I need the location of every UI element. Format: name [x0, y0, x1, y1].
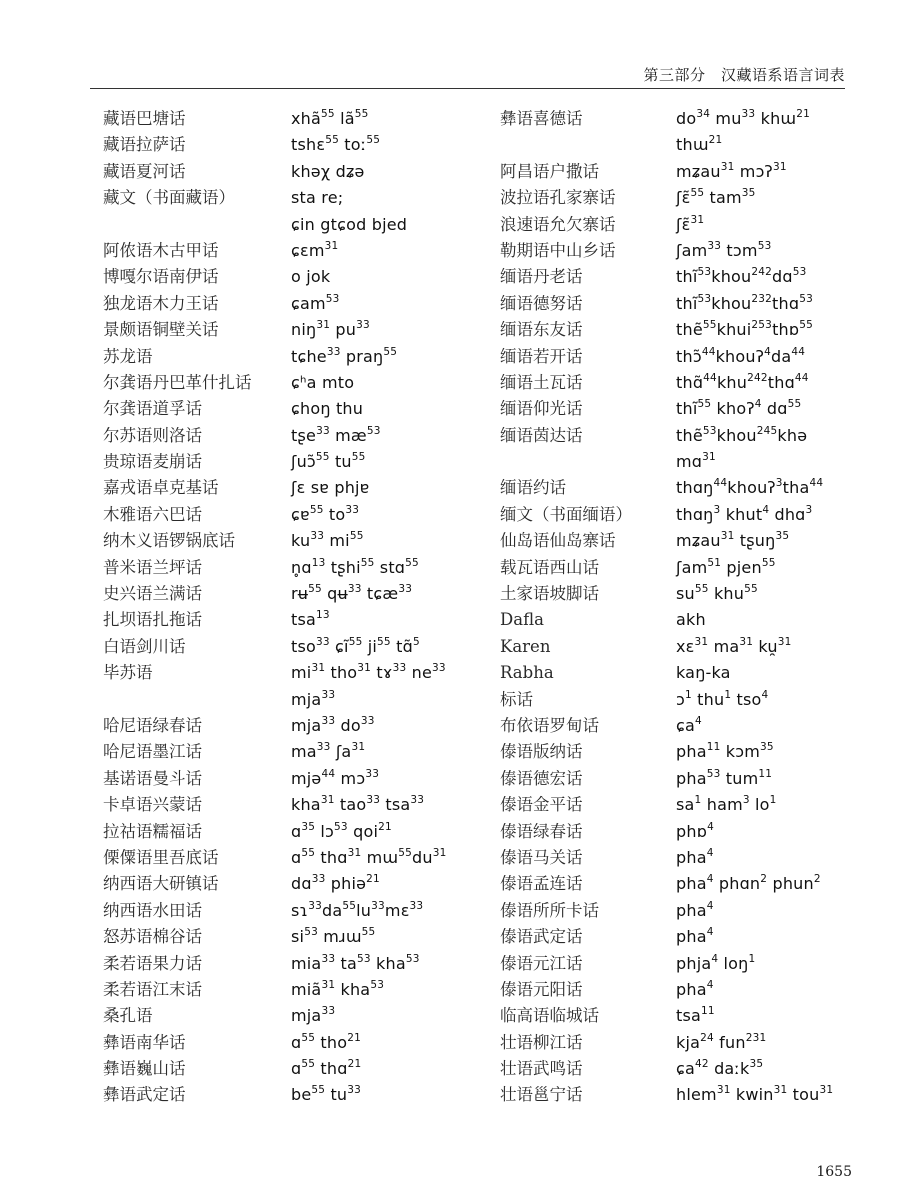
language-name: 博嘎尔语南伊话: [103, 267, 219, 287]
entry-row: [103, 687, 523, 713]
phonetic-form: thĩ$^{53}$khou$^{242}$dɑ$^{53}$: [676, 266, 807, 287]
entry-row: [103, 1082, 523, 1108]
language-name: 彝语武定话: [103, 1085, 186, 1105]
phonetic-form: mjə$^{44}$ mɔ$^{33}$: [291, 767, 380, 788]
language-name: 木雅语六巴话: [103, 504, 202, 524]
language-name: 缅语茵达话: [500, 425, 583, 445]
language-name: 傣语德宏话: [500, 768, 583, 788]
phonetic-form: kja$^{24}$ fun$^{231}$: [676, 1031, 767, 1052]
entry-row: [500, 687, 900, 713]
phonetic-form: $thɔ̃^{44}khouʔ^4da^{44}$: [676, 345, 806, 366]
phonetic-form: mja$^{33}$ $do^{33}$: [291, 714, 375, 735]
language-name: 壮语邕宁话: [500, 1085, 583, 1105]
entry-row: [500, 238, 900, 264]
language-name: 土家语坡脚话: [500, 584, 599, 604]
phonetic-form: $sɿ^{33}da^{55}lu^{33}mɛ^{33}$: [291, 899, 424, 920]
language-name: 波拉语孔家寨话: [500, 188, 616, 208]
phonetic-form: pha$^{53}$ tum$^{11}$: [676, 767, 773, 788]
entry-row: [500, 555, 900, 581]
language-name: 傣语元阳话: [500, 979, 583, 999]
language-name: 临高语临城话: [500, 1006, 599, 1026]
entry-row: [500, 159, 900, 185]
phonetic-form: ʃam$^{51}$ pjen$^{55}$: [676, 556, 776, 577]
phonetic-form: tso$^{33}$ ɕĩ$^{55}$ $ji^{55}$ tɑ̃$^5$: [291, 635, 420, 656]
entry-row: [103, 739, 523, 765]
language-name: 彝语巍山话: [103, 1059, 186, 1079]
language-name: 彝语喜德话: [500, 109, 583, 128]
phonetic-form: tɕhe$^{33}$ praŋ$^{55}$: [291, 345, 398, 366]
phonetic-form: hlem$^{31}$ kwin$^{31}$ tou$^{31}$: [676, 1084, 834, 1105]
entry-row: [500, 871, 900, 897]
language-name: 基诺语曼斗话: [103, 768, 202, 788]
phonetic-form: mʑau$^{31}$ mɔʔ$^{31}$: [676, 160, 787, 181]
language-name: 独龙语木力王话: [103, 293, 219, 313]
phonetic-form: ʃuɔ̃$^{55}$ $tu^{55}$: [291, 451, 366, 472]
entry-row: [103, 344, 523, 370]
entry-row: [103, 792, 523, 818]
language-name: 标话: [500, 689, 533, 709]
language-name: 嘉戎语卓克基话: [103, 478, 219, 498]
language-name: 贵琼语麦崩话: [103, 452, 202, 472]
language-name: 藏语夏河话: [103, 161, 186, 181]
entry-row: [500, 819, 900, 845]
entry-row: [103, 475, 523, 501]
phonetic-form: phɒ$^4$: [676, 820, 714, 841]
entry-row: [500, 581, 900, 607]
entry-row: [500, 185, 900, 211]
language-name: 傈僳语里吾底话: [103, 847, 219, 867]
phonetic-form: mia$^{33}$ $ta^{53}$ kha$^{53}$: [291, 952, 420, 973]
entry-row: [500, 264, 900, 290]
entry-row: [103, 502, 523, 528]
phonetic-form: $mi^{31}$ tho$^{31}$ tɤ$^{33}$ $ne^{33}$: [291, 662, 446, 683]
language-name: 傣语所所卡话: [500, 900, 599, 920]
entry-row: [103, 528, 523, 554]
language-name: 壮语柳江话: [500, 1032, 583, 1052]
language-name: 尔苏语则洛话: [103, 425, 202, 445]
entry-row: [500, 713, 900, 739]
entry-row: [103, 660, 523, 686]
language-name: 景颇语铜壁关话: [103, 320, 219, 340]
phonetic-form: ɑ$^{55}$ thɑ$^{31}$ $mɯ^{55}du^{31}$: [291, 846, 447, 867]
entry-row: [500, 106, 900, 132]
language-name: 傣语绿春话: [500, 821, 583, 841]
phonetic-form: mʑau$^{31}$ tʂuŋ$^{35}$: [676, 530, 790, 551]
entry-row: [103, 634, 523, 660]
entry-row: [103, 291, 523, 317]
entry-row: [103, 423, 523, 449]
language-name: 柔若语果力话: [103, 953, 202, 973]
section-title: 第三部分 汉藏语系语言词表: [643, 66, 845, 84]
entry-row: [500, 212, 900, 238]
entry-row: [500, 766, 900, 792]
phonetic-form: $ma^{33}$ ʃa$^{31}$: [291, 741, 366, 762]
phonetic-form: $be^{55}$ $tu^{33}$: [291, 1084, 362, 1105]
phonetic-form: thɑ̃$^{44}$khu$^{242}$thɑ$^{44}$: [676, 371, 809, 392]
language-name: 白语剑川话: [103, 636, 186, 656]
phonetic-form: rʉ$^{55}$ qʉ$^{33}$ tɕæ$^{33}$: [291, 583, 413, 604]
language-name: 缅文（书面缅语）: [500, 504, 632, 524]
phonetic-form: $si^{53}$ mɹɯ$^{55}$: [291, 926, 376, 947]
entry-row: [500, 475, 900, 501]
phonetic-form: ɕɐ$^{55}$ $to^{33}$: [291, 503, 360, 524]
entry-row: [500, 1056, 900, 1082]
phonetic-form: sta re;: [291, 188, 344, 208]
phonetic-form: miã$^{31}$ kha$^{53}$: [291, 978, 385, 999]
language-name: 哈尼语墨江话: [103, 742, 202, 762]
entry-row: [500, 132, 900, 158]
language-name: 傣语金平话: [500, 795, 583, 815]
language-name: 仙岛语仙岛寨话: [500, 531, 616, 551]
language-name: 缅语丹老话: [500, 267, 583, 287]
language-name: 缅语土瓦话: [500, 372, 583, 392]
page-header: [90, 62, 845, 89]
language-name: 傣语元江话: [500, 953, 583, 973]
entry-row: [500, 660, 900, 686]
entry-row: [500, 291, 900, 317]
phonetic-form: ɕin gtɕod bjed: [291, 214, 408, 234]
language-name: 傣语武定话: [500, 927, 583, 947]
language-name: Karen: [500, 636, 551, 656]
entry-row: [500, 370, 900, 396]
language-name: 彝语南华话: [103, 1032, 186, 1052]
entry-row: [103, 159, 523, 185]
phonetic-form: $sa^1$ ham$^3$ $lo^1$: [676, 794, 777, 815]
language-name: 藏语巴塘话: [103, 109, 186, 128]
phonetic-form: kha$^{31}$ tao$^{33}$ tsa$^{33}$: [291, 794, 425, 815]
language-name: 缅语东友话: [500, 320, 583, 340]
language-name: 缅语若开话: [500, 346, 583, 366]
entry-row: [500, 1082, 900, 1108]
phonetic-form: xɛ$^{31}$ $ma^{31}$ ku̯$^{31}$: [676, 635, 792, 656]
language-name: 史兴语兰满话: [103, 584, 202, 604]
entry-row: [103, 713, 523, 739]
entry-row: [103, 370, 523, 396]
language-name: 卡卓语兴蒙话: [103, 795, 202, 815]
phonetic-form: tshɛ$^{55}$ toː$^{55}$: [291, 134, 381, 155]
entry-row: [500, 634, 900, 660]
language-name: 苏龙语: [103, 346, 153, 366]
entry-row: [103, 185, 523, 211]
phonetic-form: pha$^4$: [676, 978, 714, 999]
entry-row: [500, 607, 900, 633]
phonetic-form: pha$^4$: [676, 846, 714, 867]
entry-row: [103, 1003, 523, 1029]
left-column: [103, 106, 523, 1109]
phonetic-form: tsa$^{11}$: [676, 1005, 715, 1026]
phonetic-form: kaŋ-ka: [676, 663, 731, 683]
phonetic-form: thɑŋ$^{44}$khouʔ$^3$tha$^{44}$: [676, 477, 824, 498]
language-name: 阿昌语户撒话: [500, 161, 599, 181]
phonetic-form: ʃɛ sɐ phjɐ: [291, 478, 370, 498]
entry-row: [103, 845, 523, 871]
phonetic-form: ɕɛm$^{31}$: [291, 239, 339, 260]
phonetic-form: pha$^4$: [676, 899, 714, 920]
entry-row: [500, 344, 900, 370]
entry-row: [500, 423, 900, 449]
phonetic-form: ʃɛ̃$^{31}$: [676, 213, 705, 234]
language-name: 怒苏语棉谷话: [103, 927, 202, 947]
language-name: 尔龚语丹巴革什扎话: [103, 372, 252, 392]
phonetic-form: ɕam$^{53}$: [291, 292, 340, 313]
phonetic-form: ɕa$^4$: [676, 714, 702, 735]
phonetic-form: mja$^{33}$: [291, 688, 336, 709]
entry-row: [500, 898, 900, 924]
phonetic-form: pha$^{11}$ kɔm$^{35}$: [676, 741, 774, 762]
language-name: 扎坝语扎拖话: [103, 610, 202, 630]
language-name: 傣语孟连话: [500, 874, 583, 894]
entry-row: [103, 898, 523, 924]
phonetic-form: dɑ$^{33}$ phiə$^{21}$: [291, 873, 380, 894]
entry-row: [103, 951, 523, 977]
entry-row: [500, 502, 900, 528]
entry-row: [500, 739, 900, 765]
entry-row: [103, 924, 523, 950]
phonetic-form: phja$^4$ loŋ$^1$: [676, 952, 756, 973]
language-name: 缅语仰光话: [500, 399, 583, 419]
page-number: 1655: [816, 1164, 852, 1180]
phonetic-form: thɑŋ$^3$ khut$^4$ dhɑ$^3$: [676, 503, 813, 524]
phonetic-form: ɕhoŋ thu: [291, 399, 364, 419]
entry-row: [103, 1056, 523, 1082]
phonetic-form: ɕa$^{42}$ daːk$^{35}$: [676, 1058, 764, 1079]
phonetic-form: thẽ$^{55}$khui$^{253}$thɒ$^{55}$: [676, 319, 814, 340]
phonetic-form: n̥ɑ$^{13}$ tʂhi$^{55}$ stɑ$^{55}$: [291, 556, 419, 577]
language-name: 藏文（书面藏语）: [103, 188, 235, 208]
language-name: 缅语约话: [500, 478, 566, 498]
language-name: 尔龚语道孚话: [103, 399, 202, 419]
language-name: 普米语兰坪话: [103, 557, 202, 577]
language-name: Rabha: [500, 663, 554, 683]
language-name: 载瓦语西山话: [500, 557, 599, 577]
language-name: 纳西语水田话: [103, 900, 202, 920]
phonetic-form: ʃɛ̃$^{55}$ tam$^{35}$: [676, 187, 756, 208]
entry-row: [103, 871, 523, 897]
language-name: 纳木义语锣锅底话: [103, 531, 235, 551]
phonetic-form: tsa$^{13}$: [291, 609, 330, 630]
phonetic-form: ɔ$^1$ thu$^1$ tso$^4$: [676, 688, 769, 709]
language-name: 纳西语大研镇话: [103, 874, 219, 894]
entry-row: [500, 396, 900, 422]
entry-row: [500, 1003, 900, 1029]
language-name: 傣语版纳话: [500, 742, 583, 762]
phonetic-form: $su^{55}$ khu$^{55}$: [676, 583, 758, 604]
entry-row: [500, 528, 900, 554]
phonetic-form: $ku^{33}$ $mi^{55}$: [291, 530, 364, 551]
entry-row: [103, 396, 523, 422]
entry-row: [103, 607, 523, 633]
entry-row: [103, 1030, 523, 1056]
phonetic-form: khəχ dʑə: [291, 161, 365, 181]
language-name: 哈尼语绿春话: [103, 715, 202, 735]
entry-row: [103, 581, 523, 607]
entry-row: [103, 977, 523, 1003]
phonetic-form: ɑ$^{55}$ tho$^{21}$: [291, 1031, 361, 1052]
phonetic-form: thɯ$^{21}$: [676, 134, 723, 155]
phonetic-form: ɑ$^{55}$ thɑ$^{21}$: [291, 1058, 362, 1079]
phonetic-form: thĩ$^{53}$khou$^{232}$thɑ$^{53}$: [676, 292, 813, 313]
language-name: 勒期语中山乡话: [500, 240, 616, 260]
phonetic-form: thẽ$^{53}$khou$^{245}$khə: [676, 424, 808, 445]
phonetic-form: pha$^4$: [676, 926, 714, 947]
entry-row: [500, 924, 900, 950]
language-name: 傣语马关话: [500, 847, 583, 867]
entry-row: [103, 449, 523, 475]
entry-row: [500, 845, 900, 871]
language-name: Dafla: [500, 610, 544, 630]
language-name: 缅语德努话: [500, 293, 583, 313]
phonetic-form: thĩ$^{55}$ khoʔ$^4$ dɑ$^{55}$: [676, 398, 802, 419]
phonetic-form: mɑ$^{31}$: [676, 451, 716, 472]
language-name: 壮语武鸣话: [500, 1059, 583, 1079]
entry-row: [103, 317, 523, 343]
phonetic-form: ɕʰa mto: [291, 372, 355, 392]
language-name: 拉祜语糯福话: [103, 821, 202, 841]
entry-row: [500, 951, 900, 977]
entry-row: [103, 238, 523, 264]
phonetic-form: ʃam$^{33}$ tɔm$^{53}$: [676, 239, 772, 260]
entry-row: [500, 449, 900, 475]
language-name: 藏语拉萨话: [103, 135, 186, 155]
entry-row: [103, 212, 523, 238]
entry-row: [103, 819, 523, 845]
phonetic-form: tʂe$^{33}$ $mæ^{53}$: [291, 424, 381, 445]
entry-row: [103, 132, 523, 158]
phonetic-form: o jok: [291, 267, 331, 287]
entry-row: [103, 264, 523, 290]
entry-row: [103, 106, 523, 132]
language-name: 阿侬语木古甲话: [103, 240, 219, 260]
language-name: 浪速语允欠寨话: [500, 214, 616, 234]
language-name: 毕苏语: [103, 663, 153, 683]
language-name: 柔若语江末话: [103, 979, 202, 999]
phonetic-form: mja$^{33}$: [291, 1005, 336, 1026]
phonetic-form: pha$^4$ phɑn$^2$ phun$^2$: [676, 873, 821, 894]
phonetic-form: akh: [676, 610, 706, 630]
phonetic-form: xhã$^{55}$ $lã^{55}$: [291, 108, 369, 128]
entry-row: [500, 317, 900, 343]
language-name: 桑孔语: [103, 1006, 153, 1026]
phonetic-form: ɑ$^{35}$ lɔ$^{53}$ qoi$^{21}$: [291, 820, 392, 841]
phonetic-form: niŋ$^{31}$ $pu^{33}$: [291, 319, 370, 340]
right-column: [500, 106, 900, 1109]
entry-row: [500, 977, 900, 1003]
phonetic-form: $do^{34}$ $mu^{33}$ khɯ$^{21}$: [676, 108, 810, 128]
entry-row: [500, 792, 900, 818]
entry-row: [103, 555, 523, 581]
language-name: 布依语罗甸话: [500, 715, 599, 735]
entry-row: [500, 1030, 900, 1056]
entry-row: [103, 766, 523, 792]
